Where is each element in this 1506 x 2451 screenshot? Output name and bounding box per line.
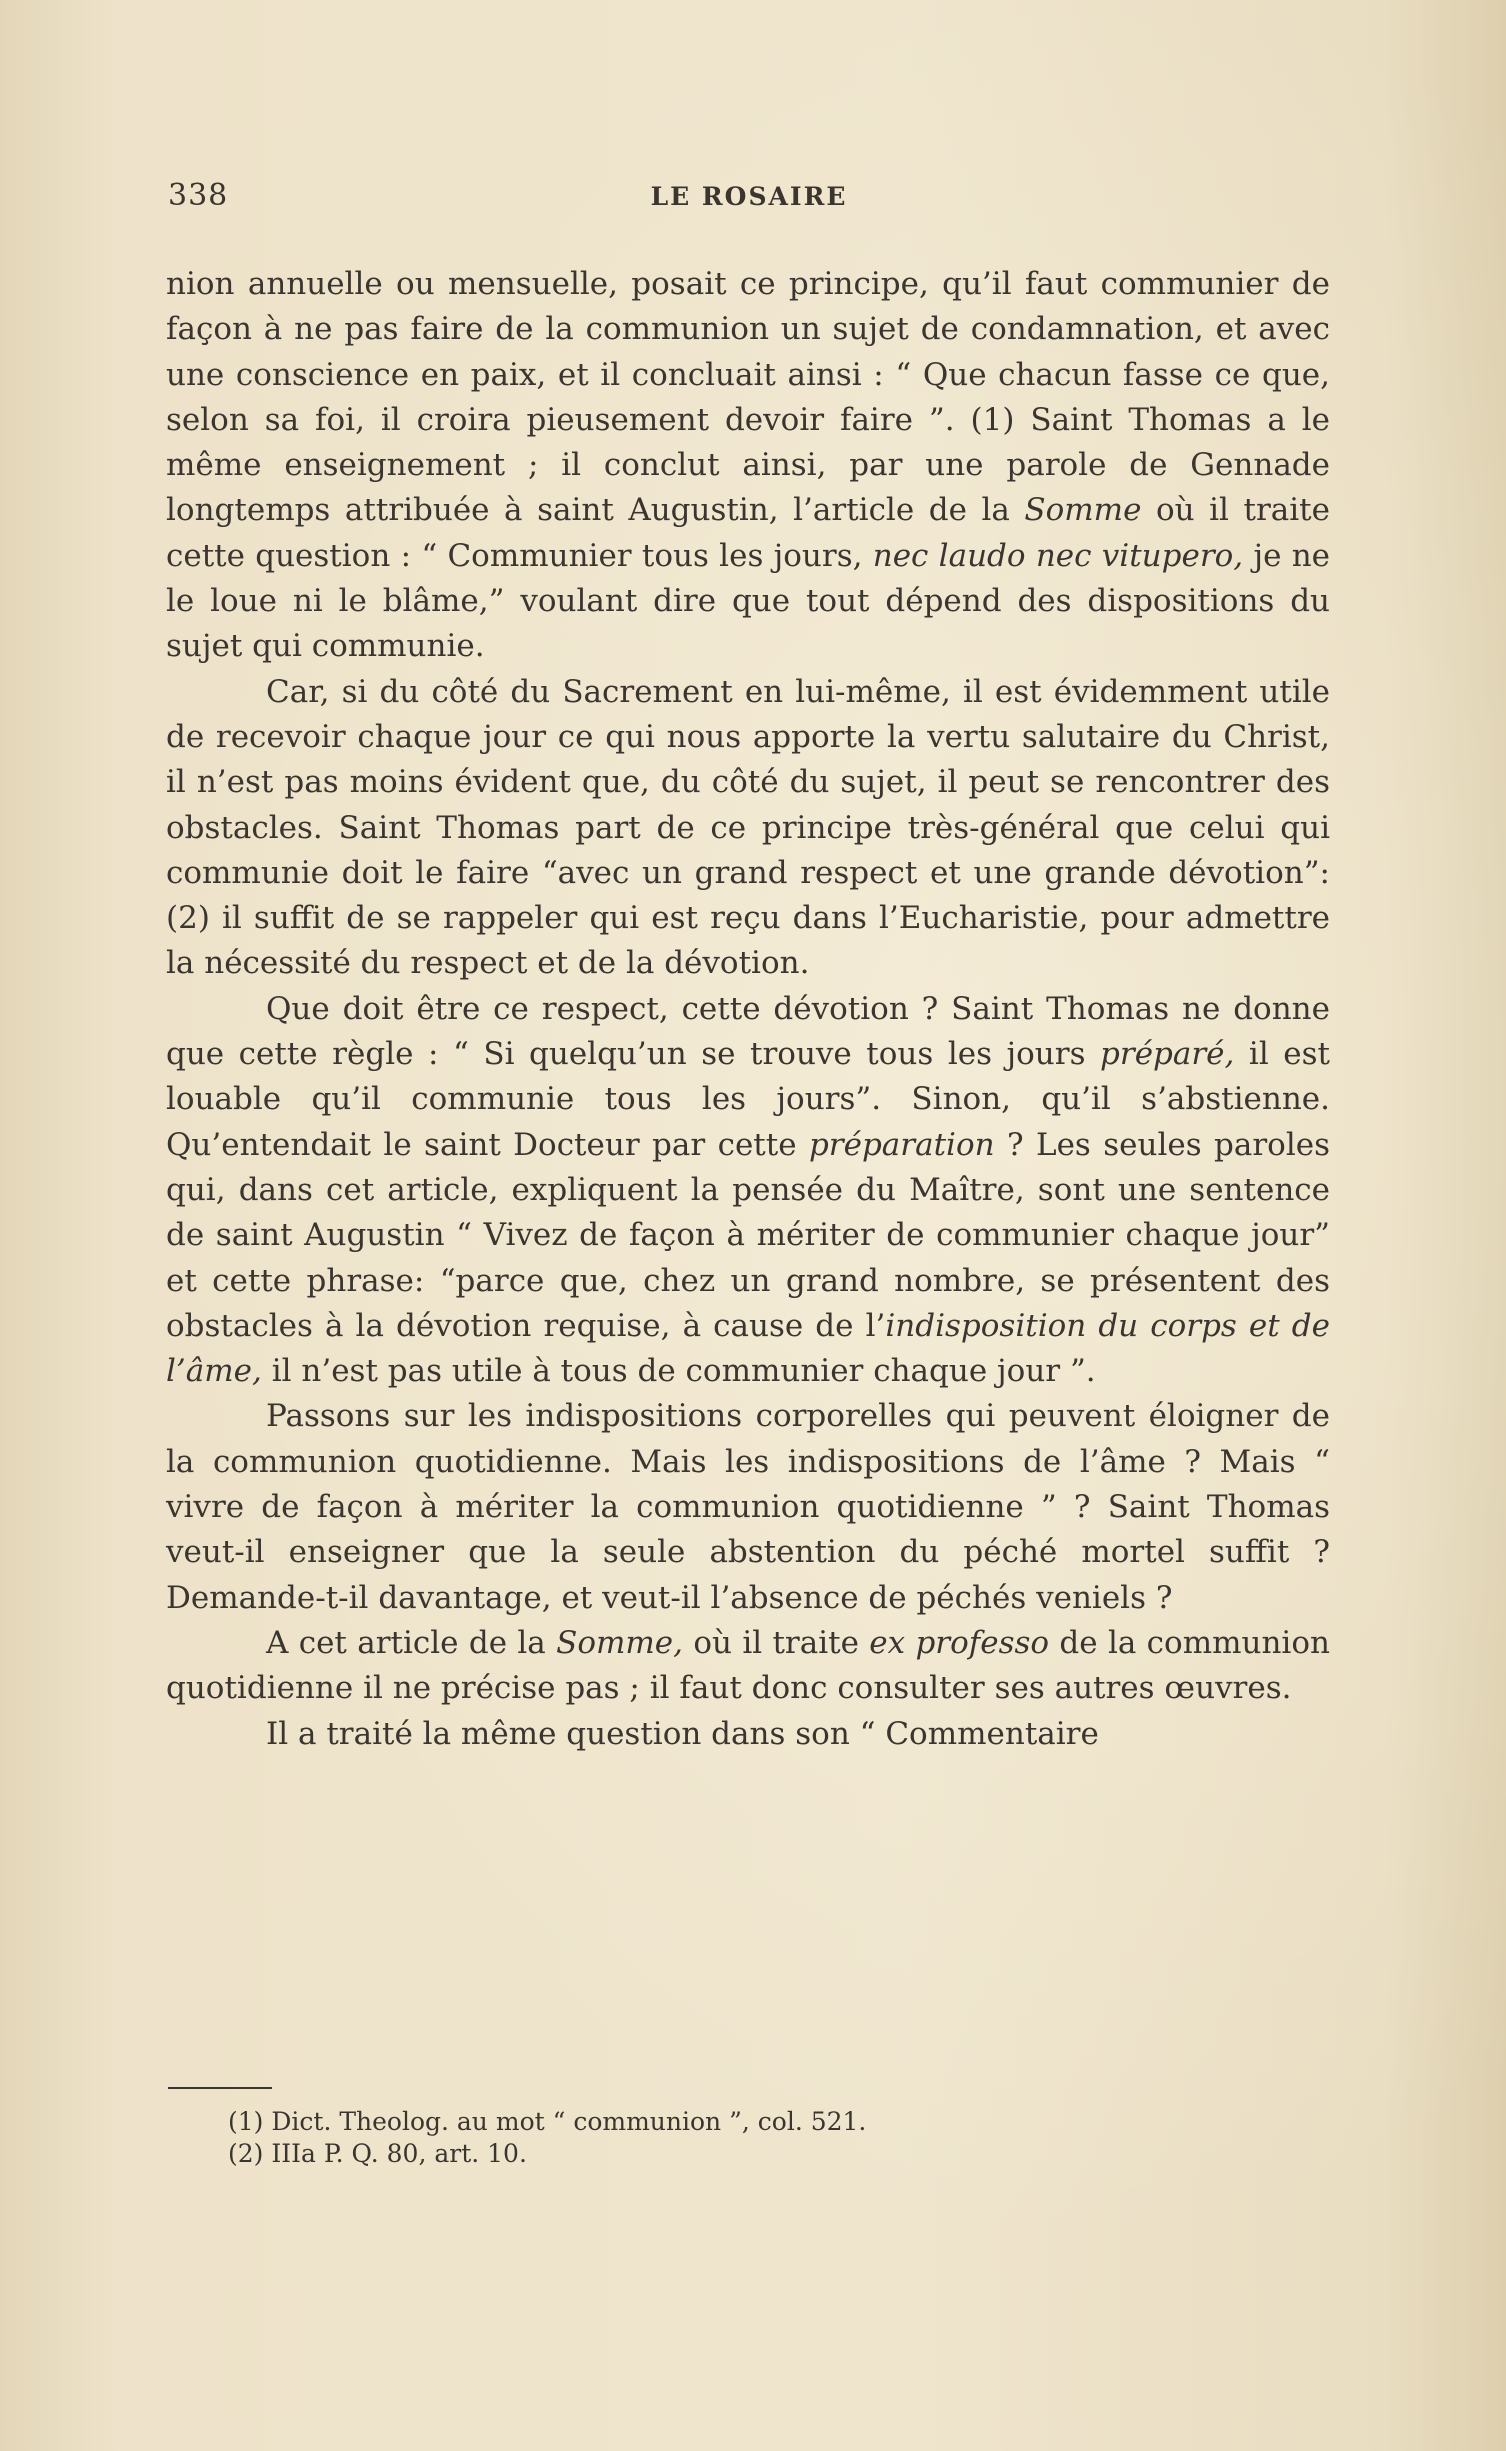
text-run: où il traite xyxy=(683,1624,870,1661)
text-run: je ne le loue ni le blâme,” voulant dire que tout dépend des dispositions du sujet qui communie. xyxy=(166,537,1330,665)
italic-text: Somme, xyxy=(556,1624,684,1661)
text-run: où il traite cette question : “ Communier tous les jours, xyxy=(166,492,1330,574)
italic-text: préparé, xyxy=(1100,1036,1235,1073)
paragraph xyxy=(166,1394,1330,1620)
footnote-rule xyxy=(168,2087,272,2089)
text-run: Car, si du côté du Sacrement en lui-même, il est évidemment utile de recevoir chaque jour ce qui nous apporte la vertu salutaire du Christ, il n’est pas moins évident que, du côté du sujet, il peut se rencontrer des obstacles. Saint Thomas part de ce principe très-général que celui qui communie doit le faire “avec un grand respect et une grande dévotion”: (2) il suffit de se rappeler qui est reçu dans l’Eucharistie, pour admettre la nécessité du respect et de la dévotion. xyxy=(166,673,1330,982)
footnote: (2) IIIa P. Q. 80, art. 10. xyxy=(228,2139,527,2168)
paragraph xyxy=(166,262,1330,670)
page-header xyxy=(168,178,1330,222)
paragraph xyxy=(166,1621,1330,1712)
text-run: Passons sur les indispositions corporelles qui peuvent éloigner de la communion quotidienne. Mais les indispositions de l’âme ? Mais “ vivre de façon à mériter la communion quotidienne ” ? Saint Thomas veut-il enseigner que la seule abstention du péché mortel suffit ? Demande-t-il davantage, et veut-il l’absence de péchés veniels ? xyxy=(166,1398,1330,1616)
italic-text: Somme xyxy=(1024,492,1142,529)
footnote: (1) Dict. Theolog. au mot “ communion ”, col. 521. xyxy=(228,2107,867,2136)
text-run: nion annuelle ou mensuelle, posait ce principe, qu’il faut communier de façon à ne pas faire de la communion un sujet de condamnation, et avec une conscience en paix, et il concluait ainsi : “ Que chacun fasse ce que, selon sa foi, il croira pieusement devoir faire ”. (1) Saint Thomas a le même enseignement ; il conclut ainsi, par une parole de Gennade longtemps attribuée à saint Augustin, l’article de la xyxy=(166,266,1330,529)
text-run: A cet article de la xyxy=(266,1624,557,1661)
running-title: LE ROSAIRE xyxy=(650,182,848,211)
text-run: il n’est pas utile à tous de communier chaque jour ”. xyxy=(261,1353,1096,1390)
body-text xyxy=(166,262,1330,1757)
italic-text: nec laudo nec vitupero, xyxy=(872,537,1244,574)
text-run: il est louable qu’il communie tous les jours”. Sinon, qu’il s’abstienne. Qu’entendait le saint Docteur par cette xyxy=(166,1036,1330,1163)
italic-text: préparation xyxy=(808,1126,995,1163)
paragraph xyxy=(166,1712,1330,1757)
italic-text: indisposition du corps et de l’âme, xyxy=(166,1307,1330,1390)
text-run: Il a traité la même question dans son “ Commentaire xyxy=(266,1715,1099,1752)
footnotes xyxy=(228,2106,1228,2170)
page-number: 338 xyxy=(168,178,229,213)
text-run: Que doit être ce respect, cette dévotion ? Saint Thomas ne donne que cette règle : “ Si quelqu’un se trouve tous les jours xyxy=(166,990,1330,1073)
italic-text: ex professo xyxy=(869,1624,1050,1661)
text-run: ? Les seules paroles qui, dans cet article, expliquent la pensée du Maître, sont une sentence de saint Augustin “ Vivez de façon à mériter de communier chaque jour” et cette phrase: “parce que, chez un grand nombre, se présentent des obstacles à la dévotion requise, à cause de l’ xyxy=(166,1126,1330,1344)
text-run: de la communion quotidienne il ne précise pas ; il faut donc consulter ses autres œuvres. xyxy=(166,1624,1330,1707)
paragraph xyxy=(166,670,1330,987)
paragraph xyxy=(166,987,1330,1395)
